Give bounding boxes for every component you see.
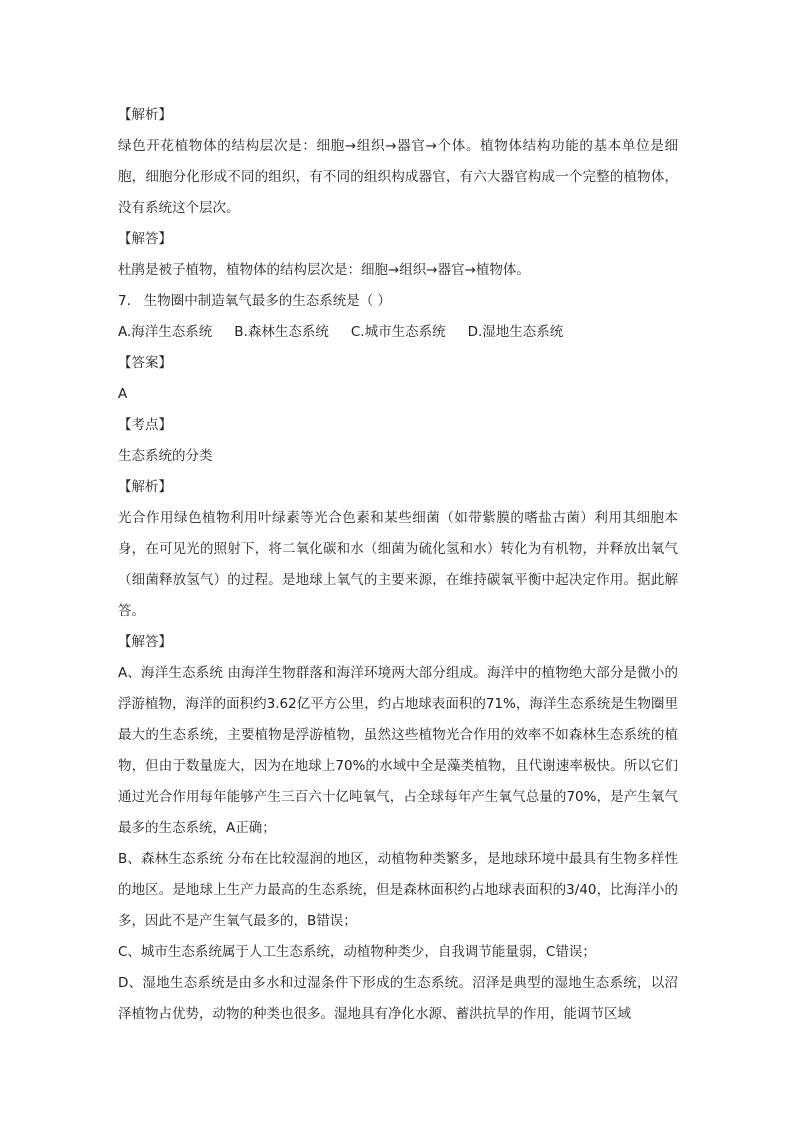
solution-heading: 【解答】 (118, 634, 172, 650)
question-options (118, 317, 678, 348)
option-a: A.海洋生态系统 (118, 324, 213, 340)
analysis-text: 光合作用绿色植物利用叶绿素等光合色素和某些细菌（如带紫膜的嗜盐古菌）利用其细胞本身，在可见光的照射下，将二氧化碳和水（细菌为硫化氢和水）转化为有机物，并释放出氧气（细菌释放氢气）的过程。是地球上氧气的主要来源，在维持碳氧平衡中起决定作用。据此解答。 (118, 510, 678, 619)
question-number: 7. (118, 293, 131, 309)
option-b: B.森林生态系统 (234, 324, 329, 340)
prev-analysis-heading: 【解析】 (118, 107, 172, 123)
solution-option-d: D、湿地生态系统是由多水和过湿条件下形成的生态系统。沼泽是典型的湿地生态系统，以沼泽植物占优势，动物的种类也很多。湿地具有净化水源、蓄洪抗旱的作用，能调节区域 (118, 975, 678, 1022)
prev-solution-text: 杜鹃是被子植物，植物体的结构层次是：细胞→组织→器官→植物体。 (118, 262, 530, 278)
solution-option-b: B、森林生态系统 分布在比较湿润的地区，动植物种类繁多，是地球环境中最具有生物多样性的地区。是地球上生产力最高的生态系统，但是森林面积约占地球表面积的3/40，比海洋小的多，因此不是产生氧气最多的，B错误； (118, 851, 678, 929)
question-stem: 生物圈中制造氧气最多的生态系统是（ ） (143, 293, 392, 309)
answer-heading: 【答案】 (118, 355, 172, 371)
answer-value: A (118, 386, 128, 402)
topic-value: 生态系统的分类 (118, 448, 213, 464)
topic-heading: 【考点】 (118, 417, 172, 433)
option-d: D.湿地生态系统 (467, 324, 564, 340)
solution-option-c: C、城市生态系统属于人工生态系统，动植物种类少，自我调节能量弱，C错误； (118, 944, 596, 960)
option-c: C.城市生态系统 (350, 324, 446, 340)
question-stem-line (118, 286, 678, 317)
prev-solution-heading: 【解答】 (118, 231, 172, 247)
analysis-heading: 【解析】 (118, 479, 172, 495)
prev-analysis-text: 绿色开花植物体的结构层次是：细胞→组织→器官→个体。植物体结构功能的基本单位是细胞，细胞分化形成不同的组织，有不同的组织构成器官，有六大器官构成一个完整的植物体，没有系统这个层次。 (118, 138, 678, 216)
document-page (118, 100, 678, 1030)
solution-option-a: A、海洋生态系统 由海洋生物群落和海洋环境两大部分组成。海洋中的植物绝大部分是微小的浮游植物，海洋的面积约3.62亿平方公里，约占地球表面积的71%，海洋生态系统是生物圈里最大的生态系统，主要植物是浮游植物，虽然这些植物光合作用的效率不如森林生态系统的植物，但由于数量庞大，因为在地球上70%的水域中全是藻类植物，且代谢速率极快。所以它们通过光合作用每年能够产生三百六十亿吨氧气，占全球每年产生氧气总量的70%，是产生氧气最多的生态系统，A正确； (118, 665, 678, 836)
